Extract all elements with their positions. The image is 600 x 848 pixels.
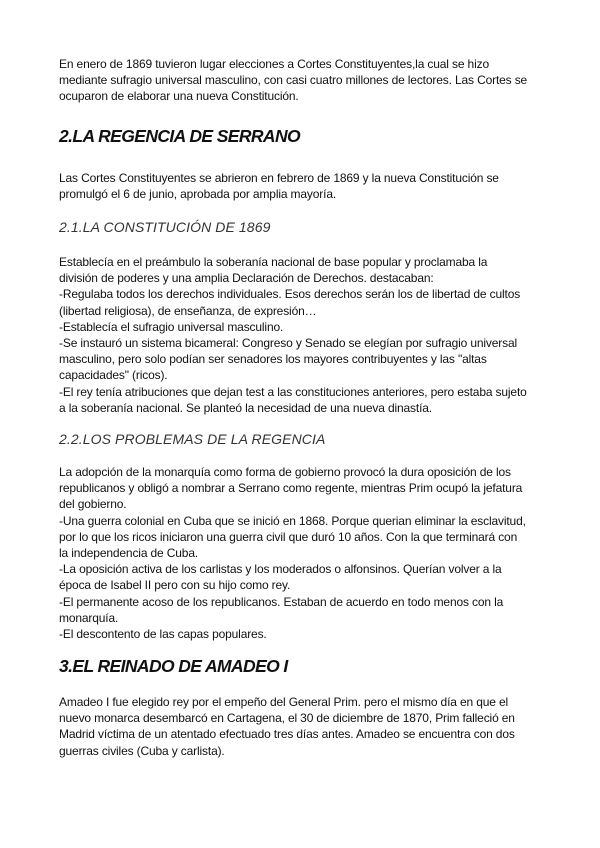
text-line: republicanos y obligó a nombrar a Serrano como regente, mientras Prim ocupó la jefatura xyxy=(59,481,523,496)
heading-reinado-amadeo: 3.EL REINADO DE AMADEO I xyxy=(59,656,288,676)
text-line: del gobierno. xyxy=(59,497,127,512)
text-line: -Se instauró un sistema bicameral: Congreso y Senado se elegían por sufragio universal xyxy=(59,336,518,351)
heading-regencia-serrano: 2.LA REGENCIA DE SERRANO xyxy=(59,126,300,146)
text-line: -Una guerra colonial en Cuba que se inició en 1868. Porque querian eliminar la esclavitud, xyxy=(59,513,526,528)
text-line: mediante sufragio universal masculino, con casi cuatro millones de lectores. Las Cortes se xyxy=(59,73,528,88)
text-line: Madrid víctima de un atentado efectuado tres días antes. Amadeo se encuentra con dos xyxy=(59,727,515,742)
problemas-paragraph xyxy=(59,464,559,642)
text-line: -Establecía el sufragio universal masculino. xyxy=(59,319,284,334)
text-line: -Regulaba todos los derechos individuales. Esos derechos serán los de libertad de cultos xyxy=(59,287,521,302)
text-line: nuevo monarca desembarcó en Cartagena, el 30 de diciembre de 1870, Prim falleció en xyxy=(59,711,515,726)
text-line: (libertad religiosa), de enseñanza, de expresión… xyxy=(59,303,317,318)
heading-constitucion-1869: 2.1.LA CONSTITUCIÓN DE 1869 xyxy=(59,219,271,235)
regencia-paragraph xyxy=(59,170,559,202)
constitucion-paragraph xyxy=(59,254,559,416)
text-line: guerras civiles (Cuba y carlista). xyxy=(59,743,225,758)
text-line: masculino, pero solo podían ser senadores los mayores contribuyentes y las "altas xyxy=(59,352,487,367)
text-line: Amadeo I fue elegido rey por el empeño del General Prim. pero el mismo día en que el xyxy=(59,695,508,709)
text-line: -La oposición activa de los carlistas y los moderados o alfonsinos. Querían volver a la xyxy=(59,562,502,577)
text-line: La adopción de la monarquía como forma de gobierno provocó la dura oposición de los xyxy=(59,465,511,479)
text-line: división de poderes y una amplia Declaración de Derechos. destacaban: xyxy=(59,271,434,286)
text-line: la independencia de Cuba. xyxy=(59,546,199,561)
intro-paragraph xyxy=(59,56,559,105)
text-line: En enero de 1869 tuvieron lugar elecciones a Cortes Constituyentes,la cual se hizo xyxy=(59,57,489,71)
text-line: promulgó el 6 de junio, aprobada por amplia mayoría. xyxy=(59,187,337,202)
text-line: -El rey tenía atribuciones que dejan test a las constituciones anteriores, pero estaba sujeto xyxy=(59,384,527,399)
text-line: época de Isabel II pero con su hijo como rey. xyxy=(59,578,291,593)
text-line: Establecía en el preámbulo la soberanía nacional de base popular y proclamaba la xyxy=(59,255,488,269)
heading-problemas-regencia: 2.2.LOS PROBLEMAS DE LA REGENCIA xyxy=(59,431,326,447)
amadeo-paragraph xyxy=(59,694,559,759)
text-line: monarquía. xyxy=(59,610,119,625)
text-line: -El permanente acoso de los republicanos. Estaban de acuerdo en todo menos con la xyxy=(59,594,504,609)
text-line: ocuparon de elaborar una nueva Constitución. xyxy=(59,89,299,104)
text-line: -El descontento de las capas populares. xyxy=(59,627,267,642)
text-line: Las Cortes Constituyentes se abrieron en febrero de 1869 y la nueva Constitución se xyxy=(59,171,499,185)
text-line: por lo que los ricos iniciaron una guerra civil que duró 10 años. Con la que terminará con xyxy=(59,529,518,544)
text-line: a la soberanía nacional. Se planteó la necesidad de una nueva dinastía. xyxy=(59,400,432,415)
text-line: capacidades" (ricos). xyxy=(59,368,168,383)
